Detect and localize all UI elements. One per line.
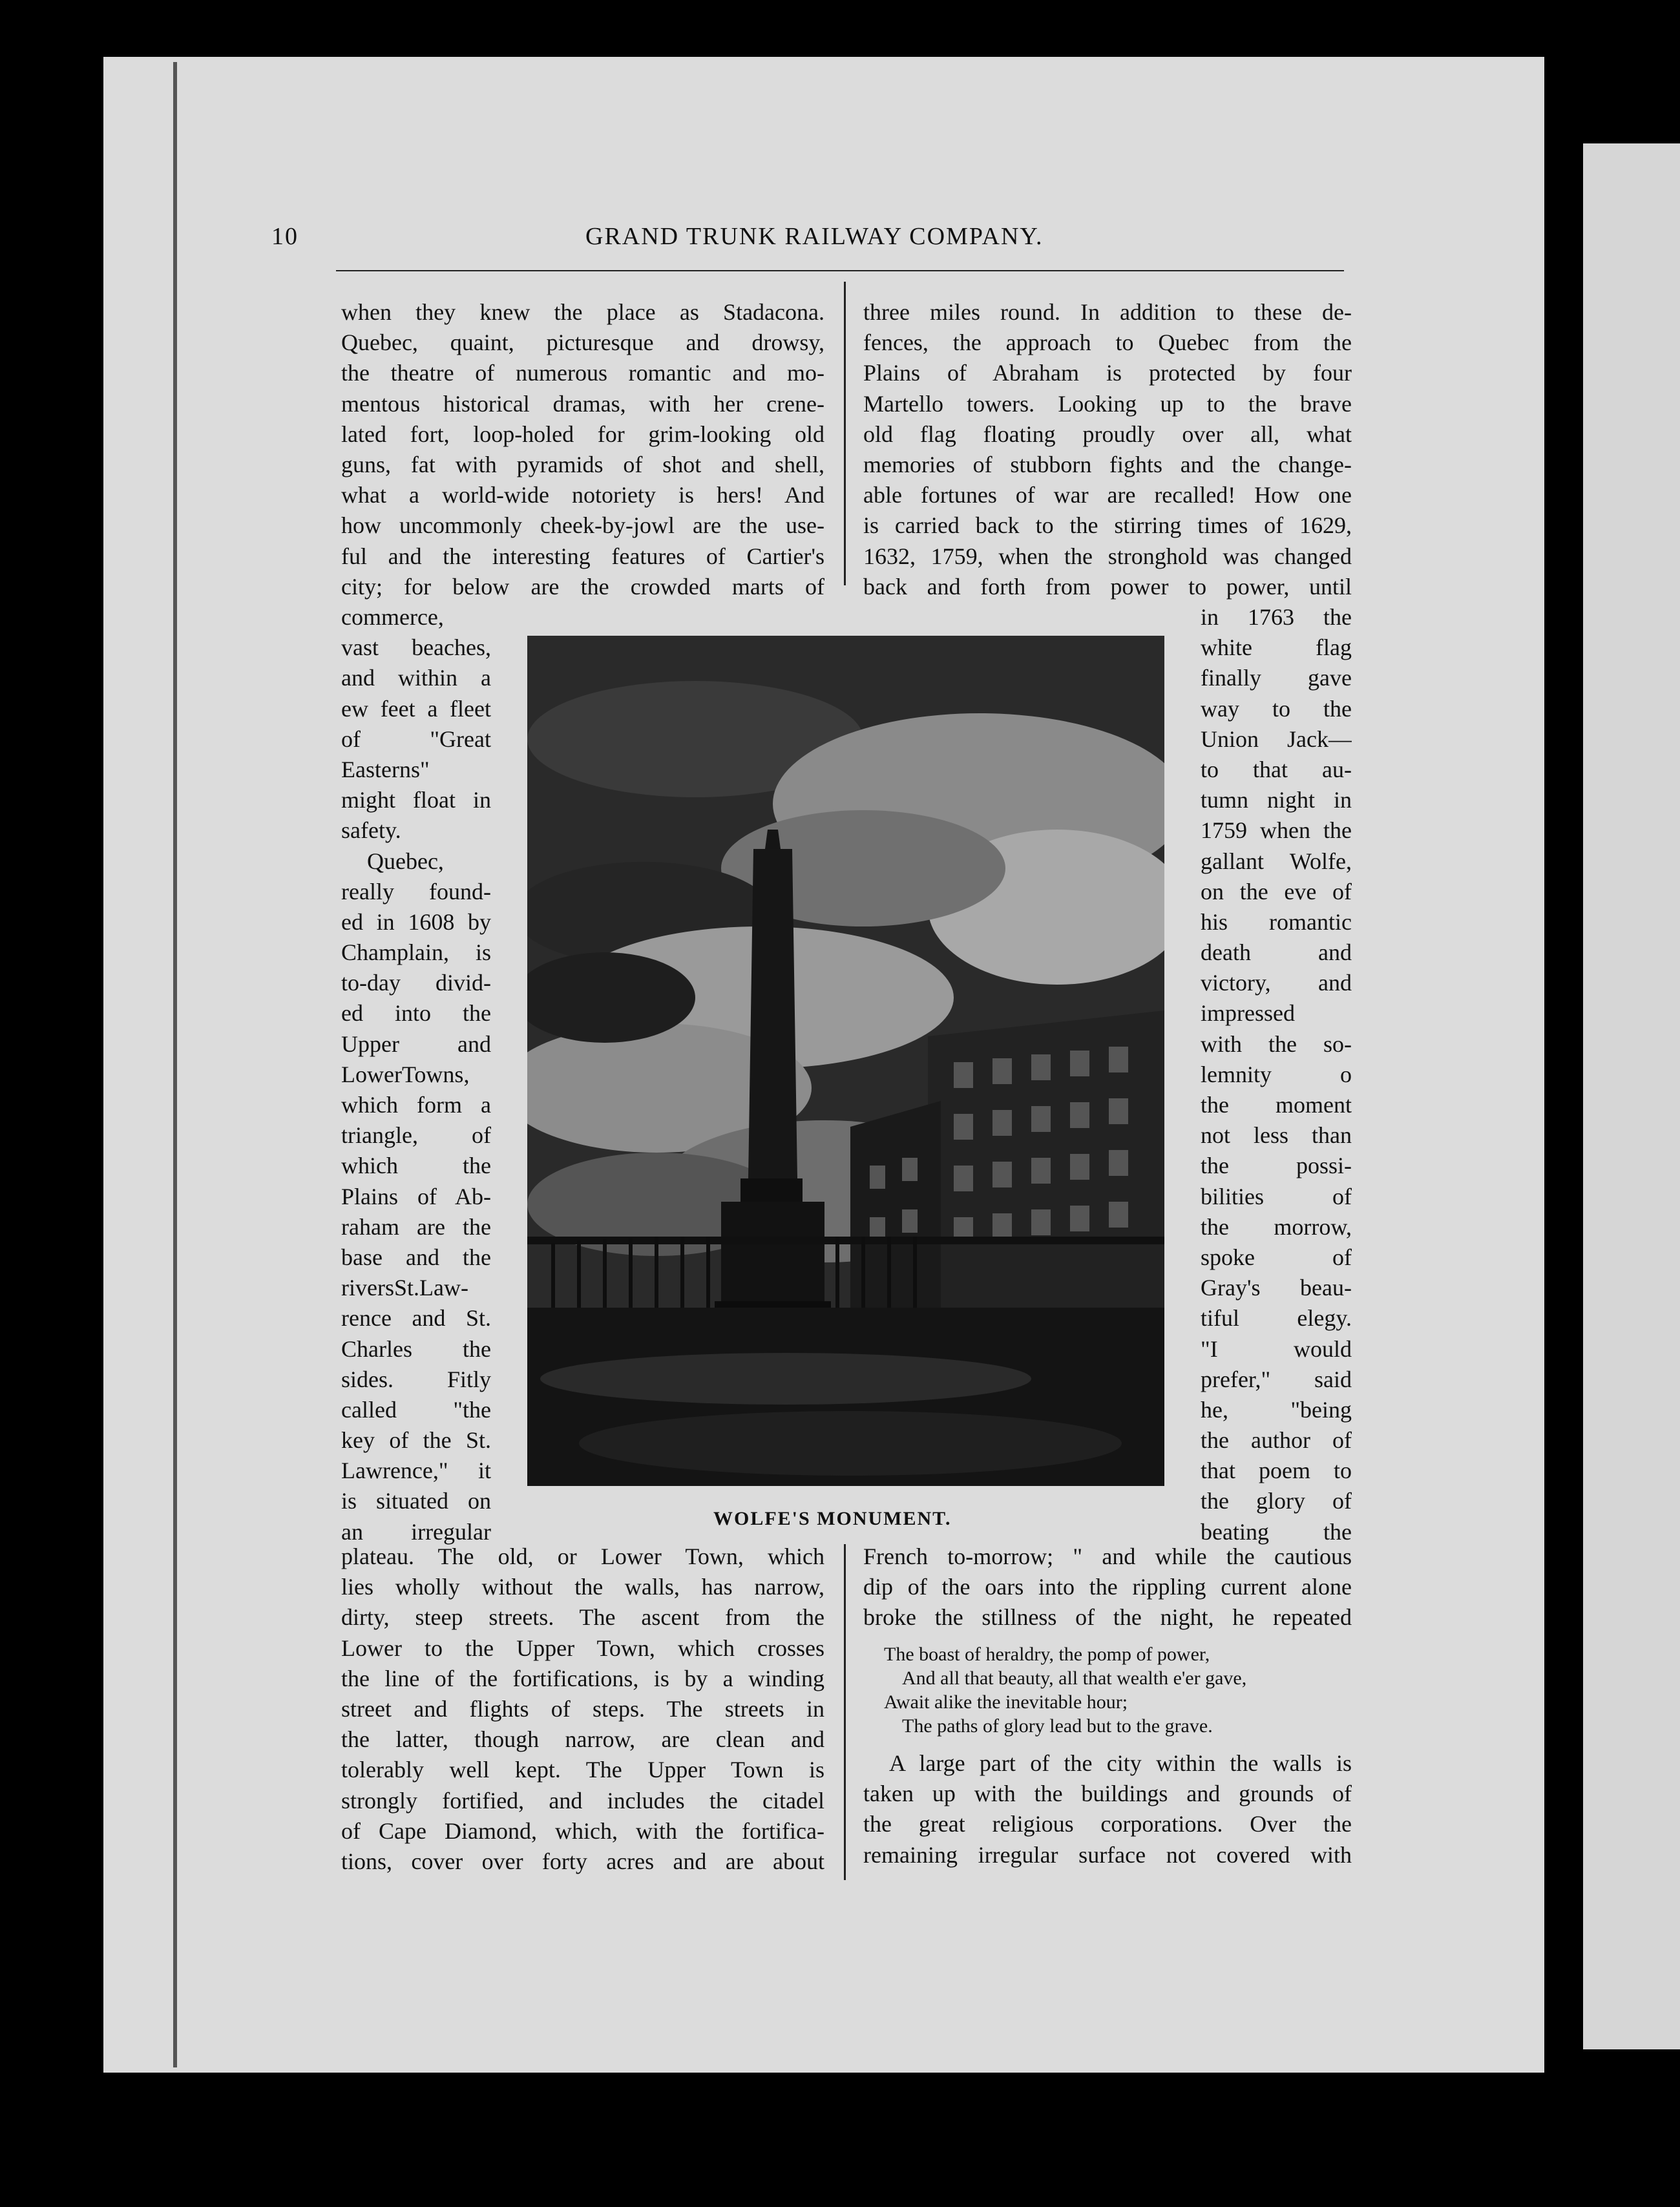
text-line: the possi- <box>1201 1153 1352 1179</box>
text-line: the theatre of numerous romantic and mo- <box>341 360 824 386</box>
text-line: the moment <box>1201 1092 1352 1118</box>
text-line: key of the St. <box>341 1427 491 1454</box>
running-title: GRAND TRUNK RAILWAY COMPANY. <box>585 223 1044 250</box>
text-line: Lower to the Upper Town, which crosses <box>341 1635 824 1661</box>
text-line: ew feet a fleet <box>341 695 491 722</box>
right-column-final <box>863 1748 1352 1870</box>
text-line: death and <box>1201 939 1352 966</box>
text-line: an irregular <box>341 1518 491 1545</box>
text-line: base and the <box>341 1244 491 1270</box>
figure-caption: WOLFE'S MONUMENT. <box>713 1508 952 1529</box>
text-line: white flag <box>1201 634 1352 661</box>
text-line: finally gave <box>1201 665 1352 691</box>
text-line: way to the <box>1201 695 1352 722</box>
text-line: tiful elegy. <box>1201 1305 1352 1332</box>
text-line: dip of the oars into the rippling current alone <box>863 1574 1352 1600</box>
text-line: called "the <box>341 1396 491 1423</box>
text-line: on the eve of <box>1201 878 1352 905</box>
text-line: ed in 1608 by <box>341 908 491 935</box>
text-line: tumn night in <box>1201 787 1352 813</box>
text-line: city; for below are the crowded marts of <box>341 573 824 600</box>
text-line: Martello towers. Looking up to the brave <box>863 390 1352 417</box>
poem-line: The paths of glory lead but to the grave. <box>902 1715 1213 1737</box>
text-line: sides. Fitly <box>341 1366 491 1392</box>
right-narrow-column <box>1201 602 1352 1547</box>
right-column-bottom <box>863 1542 1352 1633</box>
text-line: Charles the <box>341 1335 491 1362</box>
text-line: plateau. The old, or Lower Town, which <box>341 1543 824 1569</box>
page-header <box>271 222 1098 256</box>
text-line: broke the stillness of the night, he repeated <box>863 1604 1352 1631</box>
text-line: the line of the fortifications, is by a winding <box>341 1665 824 1691</box>
text-line: which form a <box>341 1092 491 1118</box>
text-line: in 1763 the <box>1201 604 1352 630</box>
left-column-bottom <box>341 1542 824 1877</box>
text-line: which the <box>341 1153 491 1179</box>
text-line: gallant Wolfe, <box>1201 848 1352 874</box>
text-line: victory, and <box>1201 970 1352 996</box>
text-line: Quebec, <box>367 848 444 874</box>
text-line: fences, the approach to Quebec from the <box>863 329 1352 356</box>
text-line: 1632, 1759, when the stronghold was changed <box>863 543 1352 569</box>
text-line: the morrow, <box>1201 1213 1352 1240</box>
text-line: Gray's beau- <box>1201 1275 1352 1301</box>
text-line: triangle, of <box>341 1122 491 1149</box>
text-line: tions, cover over forty acres and are about <box>341 1848 824 1874</box>
text-line: memories of stubborn fights and the change- <box>863 451 1352 477</box>
text-line: spoke of <box>1201 1244 1352 1270</box>
text-line: when they knew the place as Stadacona. <box>341 299 824 325</box>
text-line: three miles round. In addition to these de- <box>863 299 1352 325</box>
text-line: that poem to <box>1201 1458 1352 1484</box>
text-line: Upper and <box>341 1030 491 1057</box>
text-line: dirty, steep streets. The ascent from the <box>341 1604 824 1631</box>
text-line: "I would <box>1201 1335 1352 1362</box>
text-line: lemnity o <box>1201 1061 1352 1087</box>
page-number: 10 <box>271 223 299 250</box>
text-line: and within a <box>341 665 491 691</box>
text-line: ful and the interesting features of Cartier's <box>341 543 824 569</box>
text-line: old flag floating proudly over all, what <box>863 421 1352 447</box>
wolfes-monument-engraving <box>527 636 1164 1486</box>
text-line: beating the <box>1201 1518 1352 1545</box>
text-line: he, "being <box>1201 1396 1352 1423</box>
text-line: safety. <box>341 817 401 844</box>
text-line: impressed <box>1201 1000 1295 1027</box>
left-narrow-column <box>341 602 491 1547</box>
text-line: Easterns" <box>341 756 430 782</box>
text-line: vast beaches, <box>341 634 491 661</box>
text-line: commerce, <box>341 604 444 630</box>
text-line: ed into the <box>341 1000 491 1027</box>
text-line: not less than <box>1201 1122 1352 1149</box>
text-line: riversSt.Law- <box>341 1275 468 1301</box>
text-line: remaining irregular surface not covered with <box>863 1841 1352 1868</box>
poem-line: The boast of heraldry, the pomp of power, <box>884 1644 1210 1665</box>
text-line: Plains of Abraham is protected by four <box>863 360 1352 386</box>
text-line: tolerably well kept. The Upper Town is <box>341 1757 824 1783</box>
text-line: street and flights of steps. The streets in <box>341 1695 824 1722</box>
poem-line: And all that beauty, all that wealth e'er gave, <box>902 1668 1247 1689</box>
text-line: how uncommonly cheek-by-jowl are the use- <box>341 512 824 539</box>
text-line: Lawrence," it <box>341 1458 491 1484</box>
text-line: of Cape Diamond, which, with the fortifica- <box>341 1817 824 1844</box>
text-line: of "Great <box>341 726 491 752</box>
adjacent-page-edge <box>1583 143 1680 2049</box>
text-line: his romantic <box>1201 908 1352 935</box>
poem-line: Await alike the inevitable hour; <box>884 1691 1128 1713</box>
quoted-poem <box>884 1642 1246 1738</box>
engraving-illustration <box>527 636 1164 1486</box>
text-line: back and forth from power to power, until <box>863 573 1352 600</box>
text-line: the glory of <box>1201 1488 1352 1514</box>
text-line: might float in <box>341 787 491 813</box>
text-line: French to-morrow; " and while the cautious <box>863 1543 1352 1569</box>
text-line: with the so- <box>1201 1030 1352 1057</box>
column-divider <box>844 1544 846 1880</box>
text-line: Union Jack— <box>1201 726 1352 752</box>
text-line: Quebec, quaint, picturesque and drowsy, <box>341 329 824 356</box>
text-line: taken up with the buildings and grounds of <box>863 1781 1352 1807</box>
column-divider <box>844 282 846 585</box>
text-line: Champlain, is <box>341 939 491 966</box>
text-line: LowerTowns, <box>341 1061 470 1087</box>
text-line: is carried back to the stirring times of 1629, <box>863 512 1352 539</box>
text-line: raham are the <box>341 1213 491 1240</box>
text-line: A large part of the city within the walls is <box>889 1750 1352 1776</box>
text-line: able fortunes of war are recalled! How one <box>863 482 1352 508</box>
text-line: is situated on <box>341 1488 491 1514</box>
text-line: the great religious corporations. Over the <box>863 1811 1352 1837</box>
header-rule <box>336 270 1344 271</box>
right-column-top <box>863 297 1352 602</box>
text-line: the latter, though narrow, are clean and <box>341 1726 824 1753</box>
text-line: really found- <box>341 878 491 905</box>
text-line: lies wholly without the walls, has narrow, <box>341 1574 824 1600</box>
text-line: Plains of Ab- <box>341 1183 491 1209</box>
text-line: 1759 when the <box>1201 817 1352 844</box>
text-line: strongly fortified, and includes the citadel <box>341 1787 824 1814</box>
text-line: the author of <box>1201 1427 1352 1454</box>
text-line: mentous historical dramas, with her crene- <box>341 390 824 417</box>
text-line: what a world-wide notoriety is hers! And <box>341 482 824 508</box>
left-column-top <box>341 297 824 602</box>
text-line: prefer," said <box>1201 1366 1352 1392</box>
text-line: to that au- <box>1201 756 1352 782</box>
text-line: guns, fat with pyramids of shot and shell, <box>341 451 824 477</box>
text-line: to-day divid- <box>341 970 491 996</box>
page-binding-edge <box>173 62 177 2067</box>
text-line: rence and St. <box>341 1305 491 1332</box>
text-line: lated fort, loop-holed for grim-looking old <box>341 421 824 447</box>
text-line: bilities of <box>1201 1183 1352 1209</box>
